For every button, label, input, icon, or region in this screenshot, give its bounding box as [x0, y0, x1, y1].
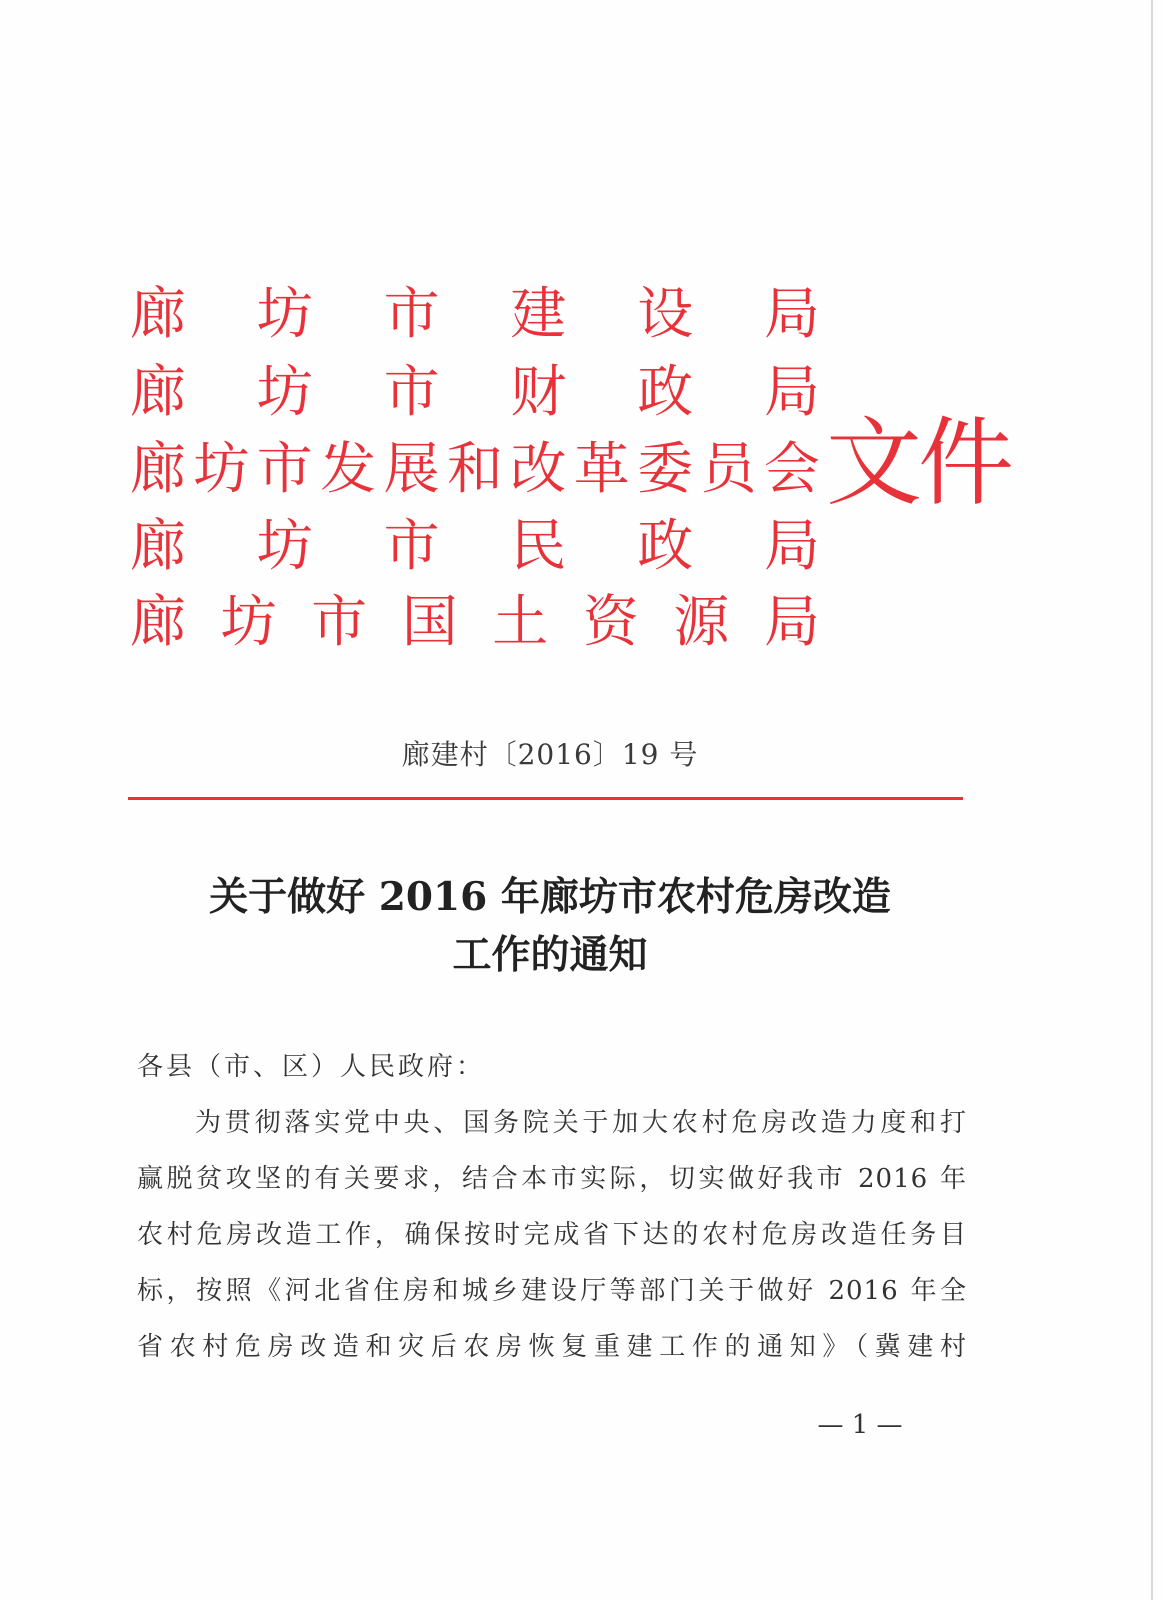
page-number: — 1 —: [817, 1410, 903, 1440]
title-line-2: 工作的通知: [452, 932, 648, 978]
title-line-1: 关于做好 2016 年廊坊市农村危房改造: [209, 874, 891, 920]
masthead-char: 坊: [256, 514, 313, 579]
masthead-char: 市: [311, 590, 368, 655]
masthead-suffix-wenjian: 文件: [826, 407, 1010, 519]
masthead-char: 民: [510, 514, 567, 579]
masthead-char: 改: [510, 437, 567, 502]
masthead-row-finance-bureau: [130, 358, 820, 428]
masthead-char: 会: [763, 437, 820, 502]
masthead-char: 坊: [193, 437, 250, 502]
masthead-char: 市: [383, 360, 440, 425]
masthead-char: 政: [637, 514, 694, 579]
masthead-row-civil-affairs-bureau: [130, 512, 820, 582]
masthead-char: 廊: [130, 437, 186, 502]
body-line: 为贯彻落实党中央、国务院关于加大农村危房改造力度和打: [195, 1108, 967, 1138]
masthead-char: 政: [637, 360, 694, 425]
masthead-char: 革: [573, 437, 630, 502]
masthead-char: 建: [510, 282, 567, 347]
masthead-char: 设: [637, 282, 694, 347]
masthead-char: 展: [383, 437, 440, 502]
document-number: 廊建村〔2016〕19 号: [401, 738, 699, 771]
masthead-char: 市: [256, 437, 313, 502]
body-line: 标，按照《河北省住房和城乡建设厅等部门关于做好 2016 年全: [137, 1276, 967, 1306]
masthead-char: 源: [673, 590, 730, 655]
masthead-char: 和: [446, 437, 503, 502]
masthead-char: 委: [637, 437, 694, 502]
masthead-char: 局: [763, 282, 820, 347]
salutation: 各县（市、区）人民政府：: [137, 1052, 486, 1082]
body-line: 省农村危房改造和灾后农房恢复重建工作的通知》（冀建村: [137, 1332, 967, 1362]
masthead-char: 局: [763, 360, 820, 425]
masthead-char: 廊: [130, 590, 186, 655]
masthead-char: 市: [383, 282, 440, 347]
masthead-char: 坊: [256, 282, 313, 347]
masthead-char: 发: [320, 437, 377, 502]
body-line: 赢脱贫攻坚的有关要求，结合本市实际，切实做好我市 2016 年: [137, 1164, 967, 1194]
masthead-char: 土: [492, 590, 549, 655]
masthead-char: 员: [700, 437, 757, 502]
masthead-char: 局: [763, 590, 820, 655]
masthead-char: 廊: [130, 282, 186, 347]
body-line: 农村危房改造工作，确保按时完成省下达的农村危房改造任务目: [137, 1220, 967, 1250]
masthead-char: 市: [383, 514, 440, 579]
masthead-char: 财: [510, 360, 567, 425]
masthead-char: 廊: [130, 360, 186, 425]
masthead-row-development-reform-commission: [130, 435, 820, 505]
masthead-char: 坊: [220, 590, 277, 655]
masthead-row-construction-bureau: [130, 280, 820, 350]
masthead-char: 坊: [256, 360, 313, 425]
masthead-char: 廊: [130, 514, 186, 579]
red-divider-line: [128, 797, 963, 800]
masthead-char: 局: [763, 514, 820, 579]
masthead-row-land-resources-bureau: [130, 588, 820, 658]
document-title: [0, 868, 1100, 984]
masthead-char: 国: [401, 590, 458, 655]
masthead-char: 资: [582, 590, 639, 655]
scan-edge: [1151, 0, 1153, 1600]
